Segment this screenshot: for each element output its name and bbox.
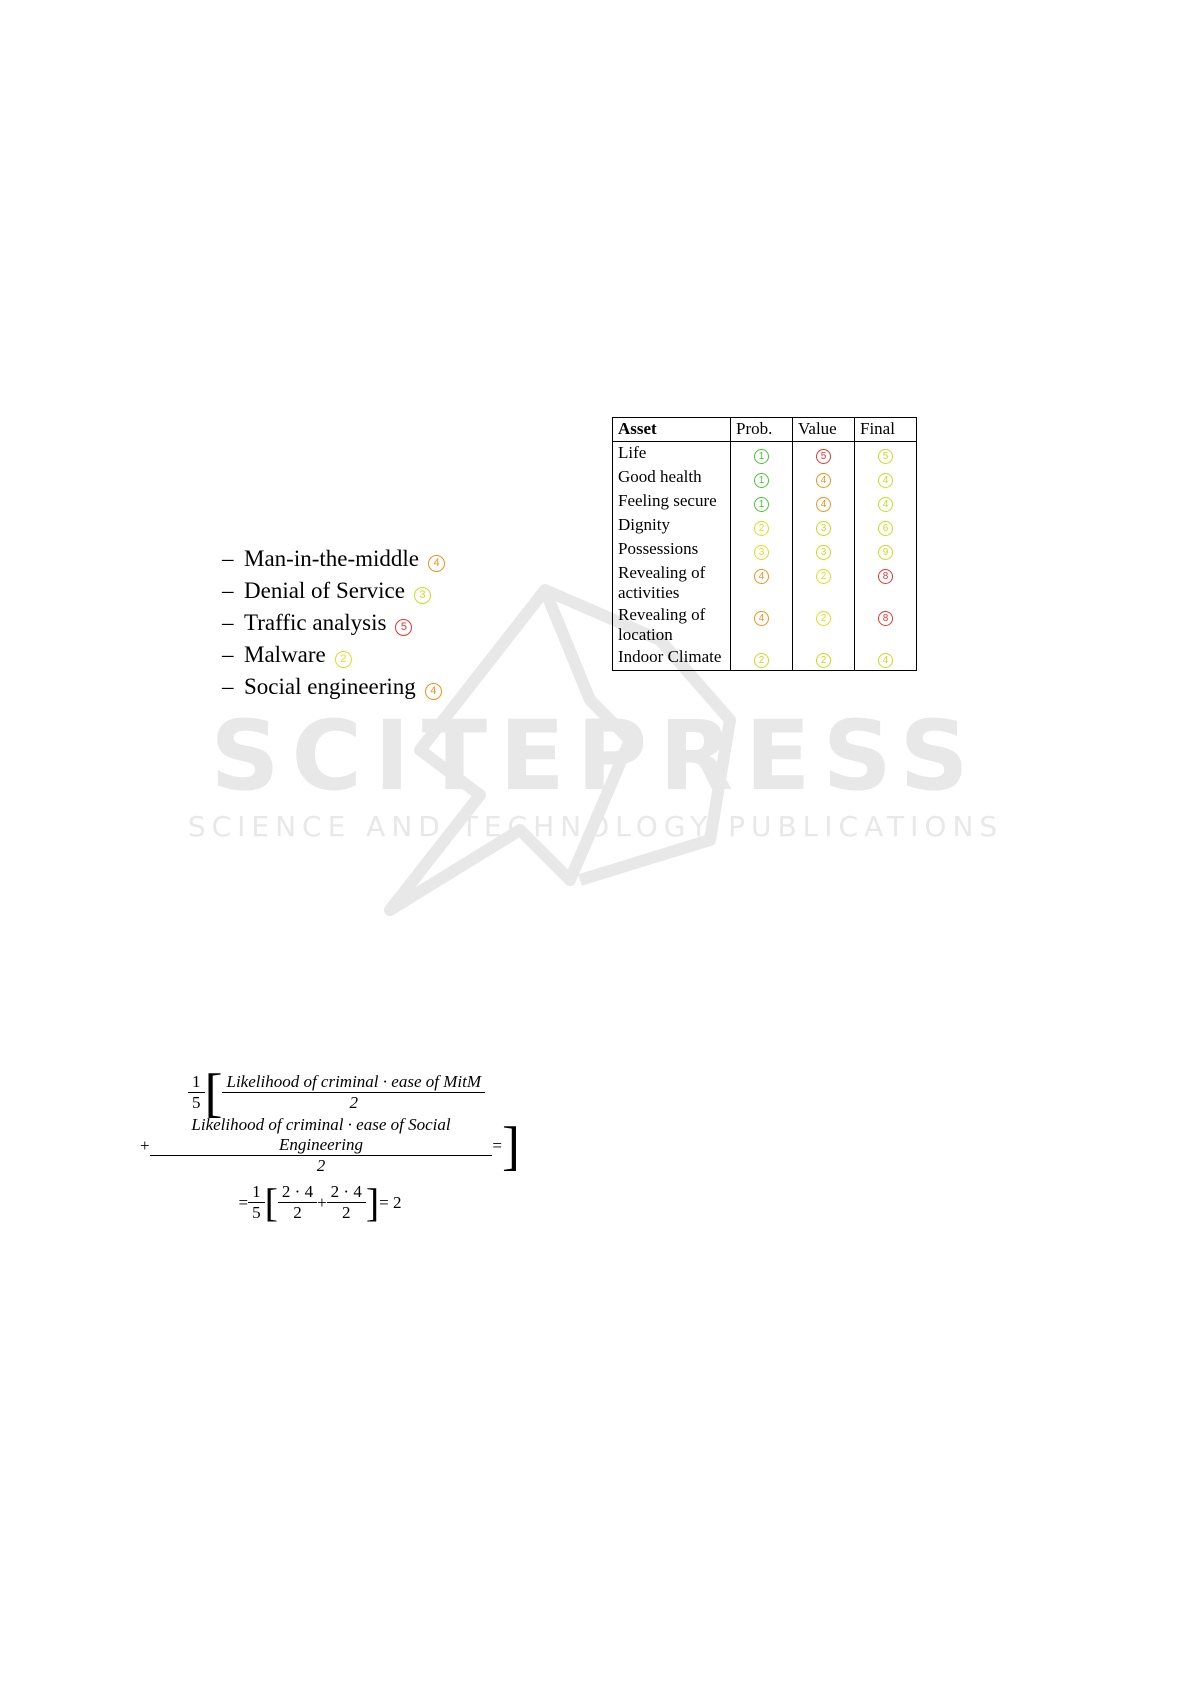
table-row — [613, 646, 917, 671]
final-badge: 4 — [878, 473, 893, 488]
table-header-row — [613, 418, 917, 442]
formula-line-2 — [140, 1115, 520, 1176]
list-bullet: – — [222, 674, 234, 699]
column-header-prob: Prob. — [731, 418, 793, 442]
formula-open-bracket: [ — [204, 1062, 223, 1123]
cell-final — [855, 490, 917, 514]
table-row — [613, 538, 917, 562]
cell-value — [793, 646, 855, 671]
cell-prob — [731, 604, 793, 646]
final-badge: 5 — [878, 449, 893, 464]
value-badge: 3 — [816, 521, 831, 536]
formula-term1-denominator: 2 — [222, 1092, 485, 1113]
list-item-label: Man-in-the-middle — [244, 546, 420, 571]
watermark-subtitle: SCIENCE AND TECHNOLOGY PUBLICATIONS — [187, 810, 1004, 843]
formula-result-term2-numerator: 2 · 4 — [330, 1182, 362, 1201]
prob-badge: 2 — [754, 521, 769, 536]
formula-term2-numerator: Likelihood of criminal · ease of Social Engineering — [191, 1115, 451, 1154]
final-badge: 6 — [878, 521, 893, 536]
formula-outer-denominator: 5 — [188, 1092, 205, 1113]
list-bullet: – — [222, 546, 234, 571]
formula-line-3 — [140, 1179, 520, 1225]
threat-score-badge: 4 — [425, 683, 442, 700]
list-item — [222, 546, 642, 572]
cell-final — [855, 562, 917, 604]
list-bullet: – — [222, 642, 234, 667]
cell-value — [793, 442, 855, 467]
formula-result-outer-numerator: 1 — [252, 1182, 261, 1201]
formula-result-close-bracket: ] — [365, 1179, 380, 1225]
formula-result-term1-numerator: 2 · 4 — [281, 1182, 314, 1201]
cell-prob — [731, 514, 793, 538]
list-item-label: Malware — [244, 642, 326, 667]
cell-asset: Revealing of activities — [613, 562, 731, 604]
cell-value — [793, 604, 855, 646]
cell-prob — [731, 646, 793, 671]
cell-prob — [731, 490, 793, 514]
value-badge: 4 — [816, 497, 831, 512]
value-badge: 2 — [816, 611, 831, 626]
formula-outer-fraction — [188, 1072, 205, 1113]
cell-final — [855, 442, 917, 467]
cell-final — [855, 514, 917, 538]
list-item — [222, 642, 642, 668]
threat-score-badge: 2 — [335, 651, 352, 668]
formula-result-term-1 — [278, 1182, 317, 1223]
prob-badge: 4 — [754, 611, 769, 626]
cell-final — [855, 538, 917, 562]
final-badge: 9 — [878, 545, 893, 560]
threat-list — [222, 546, 642, 706]
column-header-final: Final — [855, 418, 917, 442]
list-item-label: Social engineering — [244, 674, 416, 699]
cell-value — [793, 562, 855, 604]
table-row — [613, 604, 917, 646]
list-item — [222, 578, 642, 604]
threat-score-badge: 4 — [428, 555, 445, 572]
formula-result-outer-fraction — [248, 1182, 265, 1223]
cell-asset: Indoor Climate — [613, 646, 731, 671]
cell-asset: Good health — [613, 466, 731, 490]
list-bullet: – — [222, 610, 234, 635]
formula-result-equals: = — [238, 1192, 249, 1212]
formula-result-outer-denominator: 5 — [248, 1202, 265, 1223]
prob-badge: 1 — [754, 449, 769, 464]
cell-value — [793, 466, 855, 490]
column-header-value: Value — [793, 418, 855, 442]
cell-value — [793, 538, 855, 562]
cell-asset: Revealing of location — [613, 604, 731, 646]
formula-final-result: = 2 — [379, 1192, 402, 1212]
value-badge: 2 — [816, 569, 831, 584]
formula-term2-denominator: 2 — [150, 1155, 493, 1176]
cell-prob — [731, 562, 793, 604]
list-bullet: – — [222, 578, 234, 603]
value-badge: 2 — [816, 653, 831, 668]
formula-term1-numerator: Likelihood of criminal · ease of MitM — [226, 1072, 481, 1091]
list-item — [222, 674, 642, 700]
cell-asset: Life — [613, 442, 731, 467]
list-item-label: Traffic analysis — [244, 610, 387, 635]
formula-close-bracket: ] — [502, 1115, 520, 1176]
scitepress-watermark — [0, 680, 1191, 980]
watermark-title: SCITEPRESS — [210, 700, 981, 812]
threat-score-badge: 5 — [395, 619, 412, 636]
table-row — [613, 514, 917, 538]
formula-result-open-bracket: [ — [264, 1179, 278, 1225]
table-row — [613, 442, 917, 467]
cell-prob — [731, 538, 793, 562]
formula-line-1 — [140, 1062, 520, 1123]
formula-result-term-2 — [327, 1182, 366, 1223]
cell-prob — [731, 442, 793, 467]
cell-asset: Feeling secure — [613, 490, 731, 514]
final-badge: 4 — [878, 497, 893, 512]
prob-badge: 2 — [754, 653, 769, 668]
cell-final — [855, 466, 917, 490]
cell-final — [855, 646, 917, 671]
cell-asset: Dignity — [613, 514, 731, 538]
risk-assessment-table — [612, 417, 917, 671]
prob-badge: 4 — [754, 569, 769, 584]
value-badge: 3 — [816, 545, 831, 560]
formula-result-term2-denominator: 2 — [327, 1202, 366, 1223]
formula-result-term1-denominator: 2 — [278, 1202, 317, 1223]
formula-equals-sign: = — [492, 1135, 503, 1155]
cell-value — [793, 490, 855, 514]
prob-badge: 1 — [754, 473, 769, 488]
value-badge: 5 — [816, 449, 831, 464]
cell-value — [793, 514, 855, 538]
cell-asset: Possessions — [613, 538, 731, 562]
list-item-label: Denial of Service — [244, 578, 405, 603]
cell-final — [855, 604, 917, 646]
final-badge: 8 — [878, 569, 893, 584]
table-row — [613, 466, 917, 490]
risk-formula — [140, 1062, 520, 1225]
prob-badge: 3 — [754, 545, 769, 560]
table-row — [613, 562, 917, 604]
formula-term-1 — [222, 1072, 485, 1113]
formula-term-2 — [150, 1115, 493, 1176]
column-header-asset: Asset — [613, 418, 731, 442]
threat-score-badge: 3 — [414, 587, 431, 604]
formula-plus-sign: + — [140, 1135, 150, 1155]
final-badge: 8 — [878, 611, 893, 626]
value-badge: 4 — [816, 473, 831, 488]
formula-outer-numerator: 1 — [192, 1072, 201, 1091]
list-item — [222, 610, 642, 636]
final-badge: 4 — [878, 653, 893, 668]
prob-badge: 1 — [754, 497, 769, 512]
cell-prob — [731, 466, 793, 490]
formula-result-plus: + — [317, 1192, 327, 1212]
table-row — [613, 490, 917, 514]
